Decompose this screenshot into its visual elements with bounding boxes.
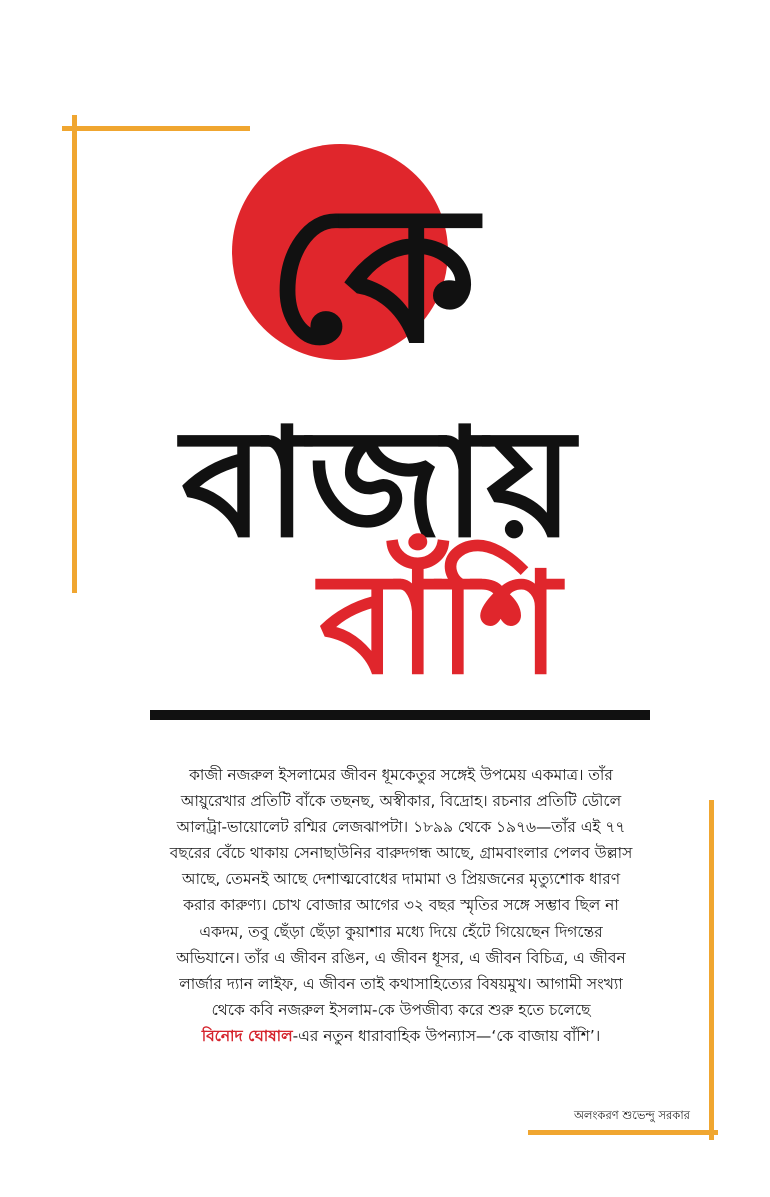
intro-last-line xyxy=(122,1023,680,1049)
intro-line: অভিযানে। তাঁর এ জীবন রঙিন, এ জীবন ধূসর, এ জীবন বিচিত্র, এ জীবন xyxy=(176,948,626,967)
intro-line: বছরের বেঁচে থাকায় সেনাছাউনির বারুদগন্ধ আছে, গ্রামবাংলার পেলব উল্লাস xyxy=(169,844,633,863)
intro-line: আলট্রা-ভায়োলেট রশ্মির লেজঝাপটা। ১৮৯৯ থেকে ১৯৭৬—তাঁর এই ৭৭ xyxy=(176,818,626,837)
intro-line: একদম, তবু ছেঁড়া ছেঁড়া কুয়াশার মধ্যে দিয়ে হেঁটে গিয়েছেন দিগন্তের xyxy=(199,922,603,941)
intro-line: করার কারুণ্য। চোখ বোজার আগের ৩২ বছর স্মৃতির সঙ্গে সম্ভাব ছিল না xyxy=(183,896,619,915)
illustration-credit: অলংকরণ শুভেন্দু সরকার xyxy=(573,1108,690,1122)
intro-line: থেকে কবি নজরুল ইসলাম-কে উপজীব্য করে শুরু হতে চলেছে xyxy=(211,1000,591,1019)
title-underline-bar xyxy=(150,710,650,720)
intro-paragraph xyxy=(122,762,680,1049)
intro-line: আয়ুরেখার প্রতিটি বাঁকে তছনছ, অস্বীকার, বিদ্রোহ। রচনার প্রতিটি ডৌলে xyxy=(180,792,622,811)
title-word-bajay: বাজায় xyxy=(181,397,575,571)
intro-line: আছে, তেমনই আছে দেশাত্মবোধের দামামা ও প্রিয়জনের মৃত্যুশোক ধারণ xyxy=(181,870,621,889)
intro-last-line-rest: -এর নতুন ধারাবাহিক উপন্যাস—‘কে বাজায় বাঁশি’। xyxy=(292,1026,601,1045)
title-word-ke: কে xyxy=(266,164,478,385)
intro-line: কাজী নজরুল ইসলামের জীবন ধূমকেতুর সঙ্গেই উপমেয় একমাত্র। তাঁর xyxy=(189,766,613,784)
frame-bottom-right-horizontal xyxy=(528,1130,718,1135)
intro-line: লার্জার দ্যান লাইফ, এ জীবন তাই কথাসাহিত্যের বিষয়মুখ। আগামী সংখ্যা xyxy=(179,974,623,993)
frame-bottom-right-vertical xyxy=(709,800,714,1140)
author-name: বিনোদ ঘোষাল xyxy=(201,1026,293,1045)
title-word-banshi: বাঁশি xyxy=(319,543,561,706)
